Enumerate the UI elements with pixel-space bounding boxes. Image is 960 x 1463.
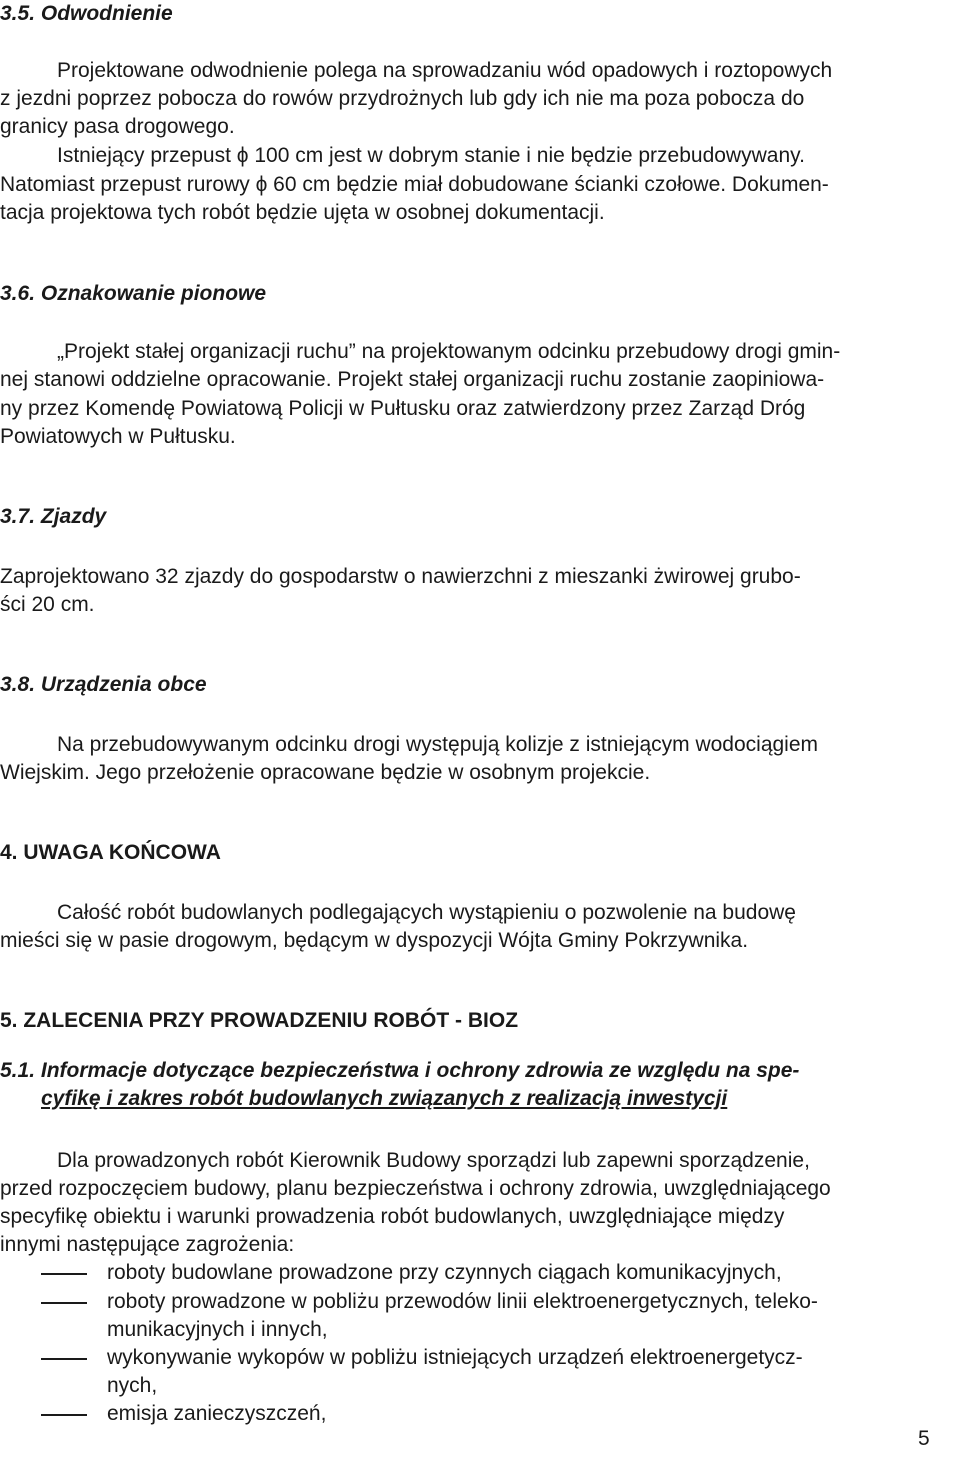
section-heading-5: 5. ZALECENIA PRZY PROWADZENIU ROBÓT - BIOZ [0,1009,519,1032]
paragraph-line: tacja projektowa tych robót będzie ujęta w osobnej dokumentacji. [0,201,605,224]
paragraph-line: Istniejący przepust ϕ 100 cm jest w dobrym stanie i nie będzie przebudowywany. [57,144,805,167]
bullet-dash [41,1414,87,1416]
section-heading-3-8: 3.8. Urządzenia obce [0,673,207,696]
section-heading-3-6: 3.6. Oznakowanie pionowe [0,282,267,305]
paragraph-line: Zaprojektowano 32 zjazdy do gospodarstw o nawierzchni z mieszanki żwirowej grubo- [0,565,801,588]
section-heading-3-5: 3.5. Odwodnienie [0,2,173,25]
paragraph-line: Na przebudowywanym odcinku drogi występują kolizje z istniejącym wodociągiem [57,733,819,756]
paragraph-line: z jezdni poprzez pobocza do rowów przydrożnych lub gdy ich nie ma poza pobocza do [0,87,805,110]
bullet-dash [41,1358,87,1360]
bullet-dash [41,1302,87,1304]
paragraph-line: innymi następujące zagrożenia: [0,1233,295,1256]
section-heading-5-1-continued: cyfikę i zakres robót budowlanych związanych z realizacją inwestycji [41,1087,728,1110]
list-item: roboty budowlane prowadzone przy czynnych ciągach komunikacyjnych, [107,1261,782,1284]
paragraph-line: mieści się w pasie drogowym, będącym w dyspozycji Wójta Gminy Pokrzywnika. [0,929,749,952]
paragraph-line: przed rozpoczęciem budowy, planu bezpieczeństwa i ochrony zdrowia, uwzględniającego [0,1177,831,1200]
page-number: 5 [918,1427,930,1450]
section-heading-4: 4. UWAGA KOŃCOWA [0,841,221,864]
list-item-continued: munikacyjnych i innych, [107,1318,328,1341]
paragraph-line: Wiejskim. Jego przełożenie opracowane będzie w osobnym projekcie. [0,761,651,784]
paragraph-line: nej stanowi oddzielne opracowanie. Projekt stałej organizacji ruchu zostanie zaopiniowa- [0,368,825,391]
bullet-dash [41,1273,87,1275]
list-item: wykonywanie wykopów w pobliżu istniejących urządzeń elektroenergetycz- [107,1346,803,1369]
paragraph-line: Projektowane odwodnienie polega na sprowadzaniu wód opadowych i roztopowych [57,59,833,82]
section-heading-5-1: 5.1. Informacje dotyczące bezpieczeństwa i ochrony zdrowia ze względu na spe- [0,1059,800,1082]
paragraph-line: „Projekt stałej organizacji ruchu” na projektowanym odcinku przebudowy drogi gmin- [57,340,841,363]
list-item-continued: nych, [107,1374,158,1397]
list-item: emisja zanieczyszczeń, [107,1402,327,1425]
paragraph-line: ny przez Komendę Powiatową Policji w Pułtusku oraz zatwierdzony przez Zarząd Dróg [0,397,806,420]
paragraph-line: Całość robót budowlanych podlegających wystąpieniu o pozwolenie na budowę [57,901,796,924]
list-item: roboty prowadzone w pobliżu przewodów linii elektroenergetycznych, teleko- [107,1290,818,1313]
paragraph-line: Powiatowych w Pułtusku. [0,425,236,448]
section-heading-3-7: 3.7. Zjazdy [0,505,107,528]
paragraph-line: Natomiast przepust rurowy ϕ 60 cm będzie miał dobudowane ścianki czołowe. Dokumen- [0,173,829,196]
paragraph-line: Dla prowadzonych robót Kierownik Budowy sporządzi lub zapewni sporządzenie, [57,1149,810,1172]
paragraph-line: ści 20 cm. [0,593,95,616]
paragraph-line: specyfikę obiektu i warunki prowadzenia robót budowlanych, uwzględniające między [0,1205,785,1228]
paragraph-line: granicy pasa drogowego. [0,115,235,138]
